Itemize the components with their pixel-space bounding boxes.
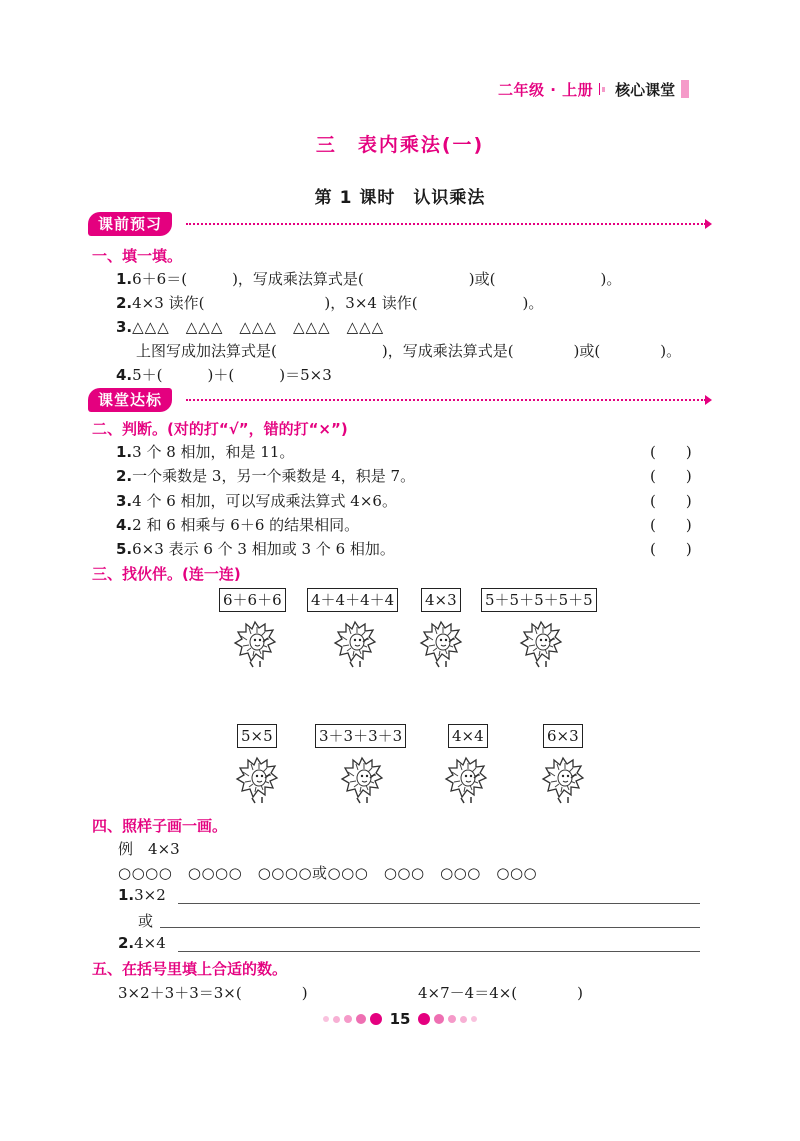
s1-q2: 2.4×3 读作( )，3×4 读作( )。 [116, 294, 544, 312]
match-box-bottom[interactable]: 3＋3＋3＋3 [315, 724, 406, 748]
hedgehog-icon[interactable] [235, 754, 279, 804]
match-box-bottom[interactable]: 6×3 [543, 724, 583, 748]
match-box-bottom[interactable]: 4×4 [448, 724, 488, 748]
judge-item: 3.4 个 6 相加，可以写成乘法算式 4×6。 [116, 492, 397, 510]
s5-right: 4×7－4＝4×( ) [418, 984, 584, 1002]
judge-blank[interactable]: ( ) [650, 516, 692, 534]
section4-title: 四、照样子画一画。 [92, 817, 228, 835]
header-bar [681, 80, 689, 98]
match-box-top[interactable]: 4＋4＋4＋4 [307, 588, 398, 612]
preview-banner [88, 212, 712, 236]
judge-blank[interactable]: ( ) [650, 467, 692, 485]
hedgehog-icon[interactable] [541, 754, 585, 804]
match-box-top[interactable]: 4×3 [421, 588, 461, 612]
hedgehog-icon[interactable] [419, 618, 463, 668]
answer-line[interactable] [178, 903, 700, 904]
s1-q4-text: 5＋( )＋( )＝5×3 [132, 366, 332, 384]
lesson-title: 第 1 课时 认识乘法 [314, 188, 486, 208]
course-label: 核心课堂 [615, 80, 676, 99]
hedgehog-icon[interactable] [233, 618, 277, 668]
example-circles: ○○○○ ○○○○ ○○○○或○○○ ○○○ ○○○ ○○○ [118, 864, 538, 882]
answer-line[interactable] [178, 951, 700, 952]
judge-item: 5.6×3 表示 6 个 3 相加或 3 个 6 相加。 [116, 540, 395, 558]
section3-title: 三、找伙伴。(连一连) [92, 565, 241, 583]
page-number: 15 [389, 1010, 411, 1028]
s5-left: 3×2＋3＋3＝3×( ) [118, 984, 308, 1002]
class-banner [88, 388, 712, 412]
s1-q1: 1.6＋6＝( )，写成乘法算式是( )或( )。 [116, 270, 622, 288]
judge-item: 1.3 个 8 相加，和是 11。 [116, 443, 295, 461]
arrow-icon [705, 395, 712, 405]
hedgehog-icon[interactable] [333, 618, 377, 668]
section5-title: 五、在括号里填上合适的数。 [92, 960, 288, 978]
judge-blank[interactable]: ( ) [650, 443, 692, 461]
page-footer [0, 1010, 800, 1028]
section2-title: 二、判断。(对的打“√”，错的打“×”) [92, 420, 348, 438]
chapter-title: 三 表内乘法(一) [315, 134, 485, 156]
section1-title: 一、填一填。 [92, 247, 183, 265]
s4-q1: 1.3×2 [118, 886, 166, 904]
class-tag: 课堂达标 [88, 388, 172, 412]
s1-q3: 3.△△△ △△△ △△△ △△△ △△△ [116, 318, 385, 336]
page-header [498, 78, 689, 100]
match-box-bottom[interactable]: 5×5 [237, 724, 277, 748]
hedgehog-icon[interactable] [340, 754, 384, 804]
hedgehog-icon[interactable] [519, 618, 563, 668]
judge-item: 4.2 和 6 相乘与 6＋6 的结果相同。 [116, 516, 360, 534]
triangles: △△△ △△△ △△△ △△△ △△△ [132, 318, 385, 336]
s4-q2: 2.4×4 [118, 934, 166, 952]
grade-label: 二年级 · 上册 [498, 80, 594, 99]
arrow-icon [705, 219, 712, 229]
judge-blank[interactable]: ( ) [650, 492, 692, 510]
judge-item: 2.一个乘数是 3，另一个乘数是 4，积是 7。 [116, 467, 416, 485]
match-box-top[interactable]: 5＋5＋5＋5＋5 [481, 588, 597, 612]
s1-q3-text: 上图写成加法算式是( )，写成乘法算式是( )或( )。 [136, 342, 682, 360]
s1-q2-text: 4×3 读作( )，3×4 读作( )。 [132, 294, 544, 312]
s1-q1-text: 6＋6＝( )，写成乘法算式是( )或( )。 [132, 270, 622, 288]
example-row: 例 4×3 [118, 840, 180, 858]
judge-blank[interactable]: ( ) [650, 540, 692, 558]
s1-q4: 4.5＋( )＋( )＝5×3 [116, 366, 332, 384]
preview-tag: 课前预习 [88, 212, 172, 236]
answer-line[interactable] [160, 927, 700, 928]
match-box-top[interactable]: 6＋6＋6 [219, 588, 286, 612]
hedgehog-icon[interactable] [444, 754, 488, 804]
header-separator [599, 82, 605, 96]
s4-q1-or: 或 [138, 912, 154, 930]
